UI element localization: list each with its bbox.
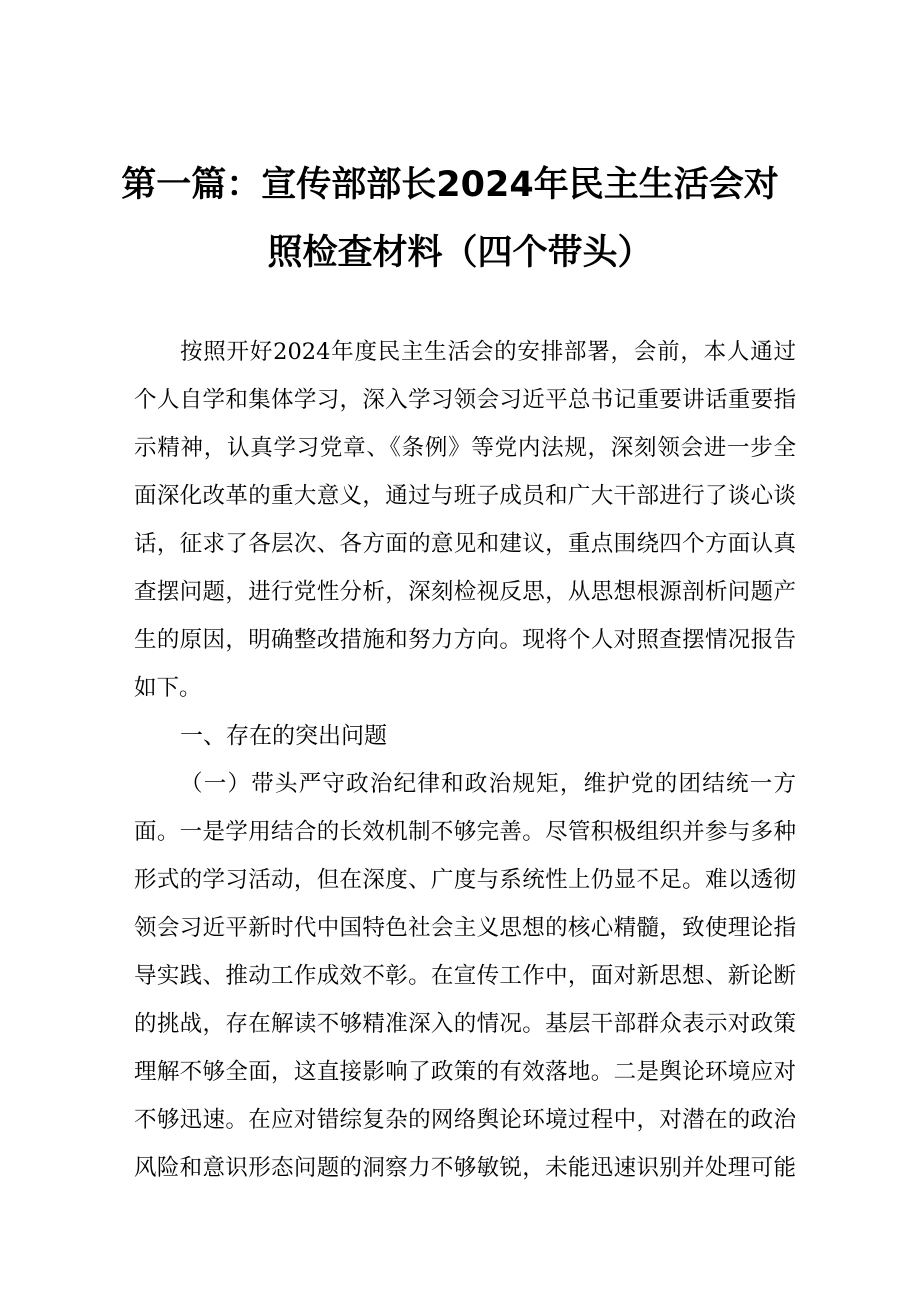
paragraph-line: 领会习近平新时代中国特色社会主义思想的核心精髓，致使理论指 <box>134 915 796 941</box>
intro-line: 按照开好2024年度民主生活会的安排部署，会前，本人通过 <box>180 339 796 365</box>
intro-line: 个人自学和集体学习，深入学习领会习近平总书记重要讲话重要指 <box>134 387 796 413</box>
paragraph-line: 理解不够全面，这直接影响了政策的有效落地。二是舆论环境应对 <box>134 1059 796 1085</box>
intro-line: 面深化改革的重大意义，通过与班子成员和广大干部进行了谈心谈 <box>134 483 796 509</box>
paragraph-line: 导实践、推动工作成效不彰。在宣传工作中，面对新思想、新论断 <box>134 963 796 989</box>
paragraph-line: （一）带头严守政治纪律和政治规矩，维护党的团结统一方 <box>180 771 796 797</box>
paragraph-line: 形式的学习活动，但在深度、广度与系统性上仍显不足。难以透彻 <box>134 867 796 893</box>
paragraph-line: 面。一是学用结合的长效机制不够完善。尽管积极组织并参与多种 <box>134 819 796 845</box>
intro-line: 查摆问题，进行党性分析，深刻检视反思，从思想根源剖析问题产 <box>134 579 796 605</box>
document-title-line-2: 照检查材料（四个带头） <box>267 233 653 273</box>
paragraph-line: 风险和意识形态问题的洞察力不够敏锐，未能迅速识别并处理可能 <box>134 1155 796 1181</box>
intro-line: 生的原因，明确整改措施和努力方向。现将个人对照查摆情况报告 <box>134 627 796 653</box>
section-heading: 一、存在的突出问题 <box>180 723 387 749</box>
document-title-line-1: 第一篇：宣传部部长2024年民主生活会对 <box>121 165 779 205</box>
intro-line: 如下。 <box>134 675 202 701</box>
paragraph-line: 的挑战，存在解读不够精准深入的情况。基层干部群众表示对政策 <box>134 1011 796 1037</box>
intro-line: 示精神，认真学习党章、《条例》等党内法规，深刻领会进一步全 <box>134 435 796 461</box>
intro-line: 话，征求了各层次、各方面的意见和建议，重点围绕四个方面认真 <box>134 531 796 557</box>
paragraph-line: 不够迅速。在应对错综复杂的网络舆论环境过程中，对潜在的政治 <box>134 1107 796 1133</box>
